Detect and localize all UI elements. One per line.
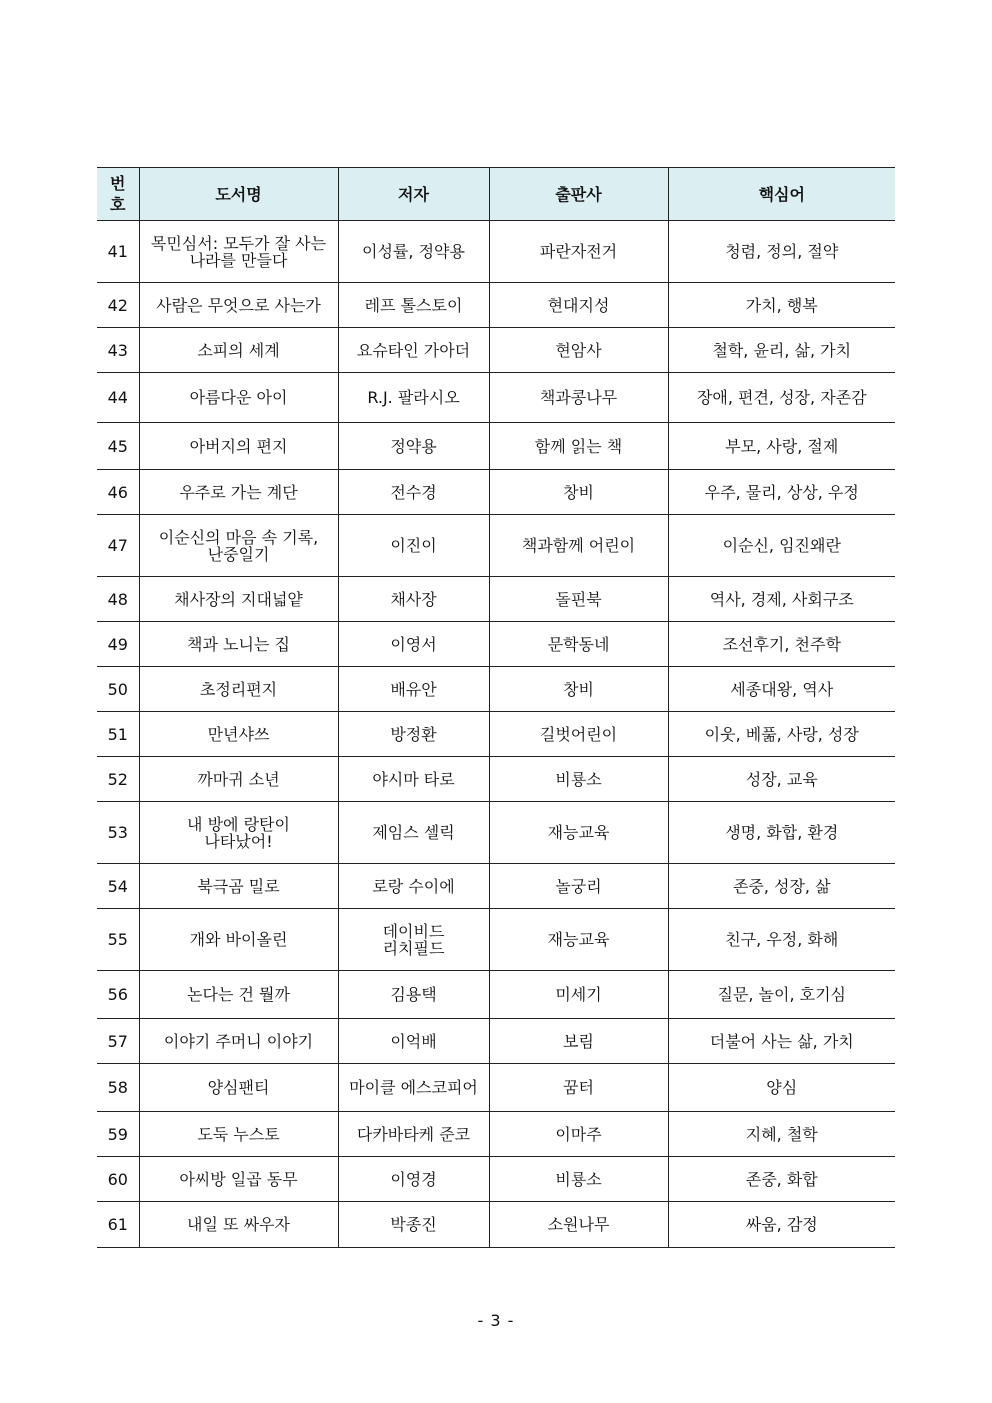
table-row [97, 221, 895, 283]
cell-publisher: 책과콩나무 [489, 373, 668, 423]
cell-author: 이성률, 정약용 [338, 221, 489, 283]
cell-title: 목민심서: 모두가 잘 사는 나라를 만들다 [139, 221, 338, 283]
cell-author: 이영경 [338, 1157, 489, 1202]
table-row [97, 423, 895, 470]
table-row [97, 757, 895, 802]
cell-keywords: 부모, 사랑, 절제 [668, 423, 895, 470]
cell-author: 박종진 [338, 1202, 489, 1248]
cell-number: 52 [97, 757, 139, 802]
cell-number: 47 [97, 515, 139, 577]
table-header [97, 168, 895, 221]
table-row [97, 515, 895, 577]
cell-title: 만년샤쓰 [139, 712, 338, 757]
cell-publisher: 소원나무 [489, 1202, 668, 1248]
cell-number: 45 [97, 423, 139, 470]
cell-author: 김용택 [338, 971, 489, 1019]
cell-number: 51 [97, 712, 139, 757]
cell-title: 논다는 건 뭘까 [139, 971, 338, 1019]
cell-publisher: 재능교육 [489, 802, 668, 864]
cell-title: 초정리편지 [139, 667, 338, 712]
cell-author: 제임스 셀릭 [338, 802, 489, 864]
cell-publisher: 창비 [489, 667, 668, 712]
cell-author: 배유안 [338, 667, 489, 712]
cell-publisher: 꿈터 [489, 1064, 668, 1112]
cell-publisher: 재능교육 [489, 909, 668, 971]
cell-title: 개와 바이올린 [139, 909, 338, 971]
cell-author: 레프 톨스토이 [338, 283, 489, 328]
table-row [97, 802, 895, 864]
cell-publisher: 놀궁리 [489, 864, 668, 909]
table-row [97, 909, 895, 971]
cell-number: 58 [97, 1064, 139, 1112]
cell-author: 이진이 [338, 515, 489, 577]
cell-title: 아씨방 일곱 동무 [139, 1157, 338, 1202]
cell-publisher: 창비 [489, 470, 668, 515]
cell-keywords: 가치, 행복 [668, 283, 895, 328]
cell-title: 도둑 누스토 [139, 1112, 338, 1157]
cell-keywords: 더불어 사는 삶, 가치 [668, 1019, 895, 1064]
cell-keywords: 조선후기, 천주학 [668, 622, 895, 667]
cell-publisher: 문학동네 [489, 622, 668, 667]
cell-number: 50 [97, 667, 139, 712]
cell-publisher: 책과함께 어린이 [489, 515, 668, 577]
cell-title: 내 방에 랑탄이 나타났어! [139, 802, 338, 864]
cell-title: 책과 노니는 집 [139, 622, 338, 667]
cell-keywords: 이웃, 베풂, 사랑, 성장 [668, 712, 895, 757]
cell-publisher: 돌핀북 [489, 577, 668, 622]
cell-title: 우주로 가는 계단 [139, 470, 338, 515]
cell-keywords: 우주, 물리, 상상, 우정 [668, 470, 895, 515]
cell-number: 41 [97, 221, 139, 283]
table-row [97, 373, 895, 423]
header-title: 도서명 [139, 168, 338, 221]
cell-publisher: 길벗어린이 [489, 712, 668, 757]
cell-keywords: 질문, 놀이, 호기심 [668, 971, 895, 1019]
cell-title: 소피의 세계 [139, 328, 338, 373]
cell-publisher: 현대지성 [489, 283, 668, 328]
cell-keywords: 성장, 교육 [668, 757, 895, 802]
cell-author: 방정환 [338, 712, 489, 757]
cell-number: 57 [97, 1019, 139, 1064]
cell-author: 마이클 에스코피어 [338, 1064, 489, 1112]
table-row [97, 712, 895, 757]
cell-title: 이순신의 마음 속 기록, 난중일기 [139, 515, 338, 577]
cell-keywords: 세종대왕, 역사 [668, 667, 895, 712]
table-row [97, 1157, 895, 1202]
cell-title: 아름다운 아이 [139, 373, 338, 423]
table-row [97, 577, 895, 622]
cell-number: 49 [97, 622, 139, 667]
cell-number: 55 [97, 909, 139, 971]
cell-keywords: 양심 [668, 1064, 895, 1112]
cell-author: 야시마 타로 [338, 757, 489, 802]
header-author: 저자 [338, 168, 489, 221]
table-row [97, 1202, 895, 1248]
table-header-row [97, 168, 895, 221]
book-list-table [97, 167, 895, 1248]
table-row [97, 1064, 895, 1112]
cell-number: 43 [97, 328, 139, 373]
cell-publisher: 미세기 [489, 971, 668, 1019]
cell-title: 양심팬티 [139, 1064, 338, 1112]
cell-author: R.J. 팔라시오 [338, 373, 489, 423]
cell-number: 59 [97, 1112, 139, 1157]
cell-publisher: 함께 읽는 책 [489, 423, 668, 470]
cell-publisher: 비룡소 [489, 1157, 668, 1202]
cell-publisher: 파란자전거 [489, 221, 668, 283]
cell-author: 이억배 [338, 1019, 489, 1064]
cell-publisher: 비룡소 [489, 757, 668, 802]
cell-author: 이영서 [338, 622, 489, 667]
cell-keywords: 장애, 편견, 성장, 자존감 [668, 373, 895, 423]
page-number: - 3 - [477, 1311, 515, 1330]
table-row [97, 283, 895, 328]
header-publisher: 출판사 [489, 168, 668, 221]
table-row [97, 328, 895, 373]
table-row [97, 622, 895, 667]
table-row [97, 667, 895, 712]
cell-title: 까마귀 소년 [139, 757, 338, 802]
cell-title: 사람은 무엇으로 사는가 [139, 283, 338, 328]
cell-title: 아버지의 편지 [139, 423, 338, 470]
cell-number: 56 [97, 971, 139, 1019]
cell-keywords: 친구, 우정, 화해 [668, 909, 895, 971]
cell-keywords: 이순신, 임진왜란 [668, 515, 895, 577]
table-row [97, 1112, 895, 1157]
table-row [97, 470, 895, 515]
cell-number: 44 [97, 373, 139, 423]
cell-keywords: 생명, 화합, 환경 [668, 802, 895, 864]
cell-number: 60 [97, 1157, 139, 1202]
cell-publisher: 현암사 [489, 328, 668, 373]
cell-author: 채사장 [338, 577, 489, 622]
cell-title: 북극곰 밀로 [139, 864, 338, 909]
table-row [97, 971, 895, 1019]
header-keywords: 핵심어 [668, 168, 895, 221]
cell-author: 전수경 [338, 470, 489, 515]
cell-title: 채사장의 지대넓얕 [139, 577, 338, 622]
cell-number: 42 [97, 283, 139, 328]
cell-title: 내일 또 싸우자 [139, 1202, 338, 1248]
cell-publisher: 보림 [489, 1019, 668, 1064]
cell-author: 정약용 [338, 423, 489, 470]
header-number: 번 호 [97, 168, 139, 221]
table-body [97, 221, 895, 1248]
cell-author: 로랑 수이에 [338, 864, 489, 909]
cell-number: 53 [97, 802, 139, 864]
cell-keywords: 존중, 화합 [668, 1157, 895, 1202]
cell-number: 61 [97, 1202, 139, 1248]
cell-number: 46 [97, 470, 139, 515]
cell-author: 다카바타케 준코 [338, 1112, 489, 1157]
cell-keywords: 청렴, 정의, 절약 [668, 221, 895, 283]
table-row [97, 1019, 895, 1064]
table-row [97, 864, 895, 909]
cell-keywords: 철학, 윤리, 삶, 가치 [668, 328, 895, 373]
cell-keywords: 역사, 경제, 사회구조 [668, 577, 895, 622]
cell-keywords: 싸움, 감정 [668, 1202, 895, 1248]
cell-number: 54 [97, 864, 139, 909]
cell-author: 데이비드 리치필드 [338, 909, 489, 971]
cell-keywords: 지혜, 철학 [668, 1112, 895, 1157]
cell-keywords: 존중, 성장, 삶 [668, 864, 895, 909]
cell-publisher: 이마주 [489, 1112, 668, 1157]
cell-number: 48 [97, 577, 139, 622]
cell-title: 이야기 주머니 이야기 [139, 1019, 338, 1064]
cell-author: 요슈타인 가아더 [338, 328, 489, 373]
